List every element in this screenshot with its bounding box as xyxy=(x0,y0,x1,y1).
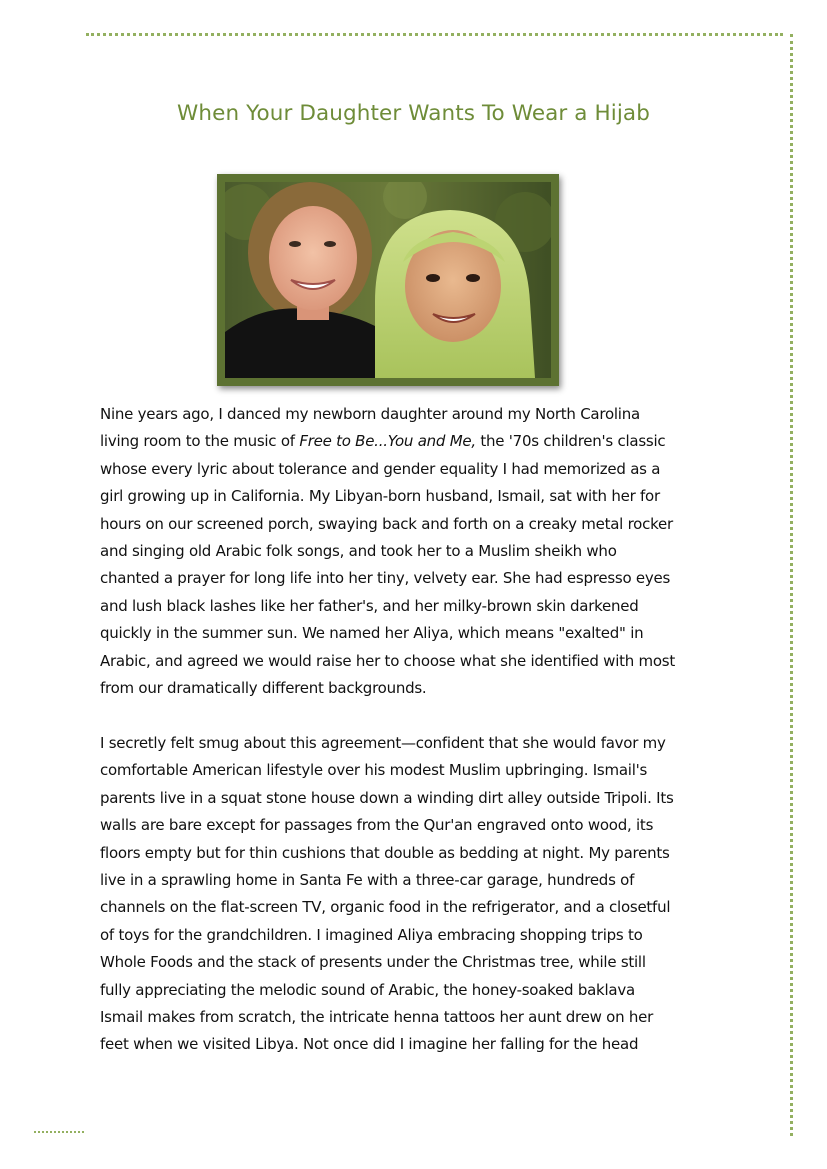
text-line: whose every lyric about tolerance and gender equality I had memorized as a xyxy=(100,459,661,478)
text-line: and lush black lashes like her father's, and her milky-brown skin darkened xyxy=(100,596,639,615)
text-line: living room to the music of Free to Be...You and Me, the '70s children's classic xyxy=(100,432,666,451)
text-line: fully appreciating the melodic sound of Arabic, the honey-soaked baklava xyxy=(100,980,635,999)
mother-and-daughter-photo xyxy=(225,182,551,378)
text-line: chanted a prayer for long life into her tiny, velvety ear. She had espresso eyes xyxy=(100,569,671,588)
text-line: Whole Foods and the stack of presents under the Christmas tree, while still xyxy=(100,953,646,972)
page-title: When Your Daughter Wants To Wear a Hijab xyxy=(177,101,650,126)
text-line: Nine years ago, I danced my newborn daughter around my North Carolina xyxy=(100,405,640,423)
page-border-right xyxy=(790,34,793,1136)
text-line: hours on our screened porch, swaying back and forth on a creaky metal rocker xyxy=(100,514,673,533)
text-line: parents live in a squat stone house down a winding dirt alley outside Tripoli. Its xyxy=(100,788,674,807)
text-line: girl growing up in California. My Libyan-born husband, Ismail, sat with her for xyxy=(100,487,660,506)
text-line: I secretly felt smug about this agreement—confident that she would favor my xyxy=(100,734,666,752)
text-line: feet when we visited Libya. Not once did I imagine her falling for the head xyxy=(100,1035,639,1054)
text-line: channels on the flat-screen TV, organic food in the refrigerator, and a closetful xyxy=(100,898,671,917)
text-line: Ismail makes from scratch, the intricate henna tattoos her aunt drew on her xyxy=(100,1008,654,1027)
text-line: floors empty but for thin cushions that double as bedding at night. My parents xyxy=(100,843,670,862)
page-border-bottom xyxy=(34,1131,84,1133)
page-border-top xyxy=(86,33,783,36)
text-line: comfortable American lifestyle over his modest Muslim upbringing. Ismail's xyxy=(100,761,648,780)
text-line: and singing old Arabic folk songs, and took her to a Muslim sheikh who xyxy=(100,542,617,561)
text-line: live in a sprawling home in Santa Fe with a three-car garage, hundreds of xyxy=(100,871,635,890)
photo-frame xyxy=(217,174,559,386)
body-paragraph-1 xyxy=(100,401,740,702)
italic-title: Free to Be...You and Me, xyxy=(299,432,476,451)
text-line: from our dramatically different backgrounds. xyxy=(100,679,427,698)
text-line: of toys for the grandchildren. I imagined Aliya embracing shopping trips to xyxy=(100,925,643,944)
text-line: Arabic, and agreed we would raise her to choose what she identified with most xyxy=(100,651,676,670)
text-line: walls are bare except for passages from the Qur'an engraved onto wood, its xyxy=(100,816,654,835)
text-line: quickly in the summer sun. We named her Aliya, which means "exalted" in xyxy=(100,624,644,643)
body-paragraph-2 xyxy=(100,730,740,1059)
